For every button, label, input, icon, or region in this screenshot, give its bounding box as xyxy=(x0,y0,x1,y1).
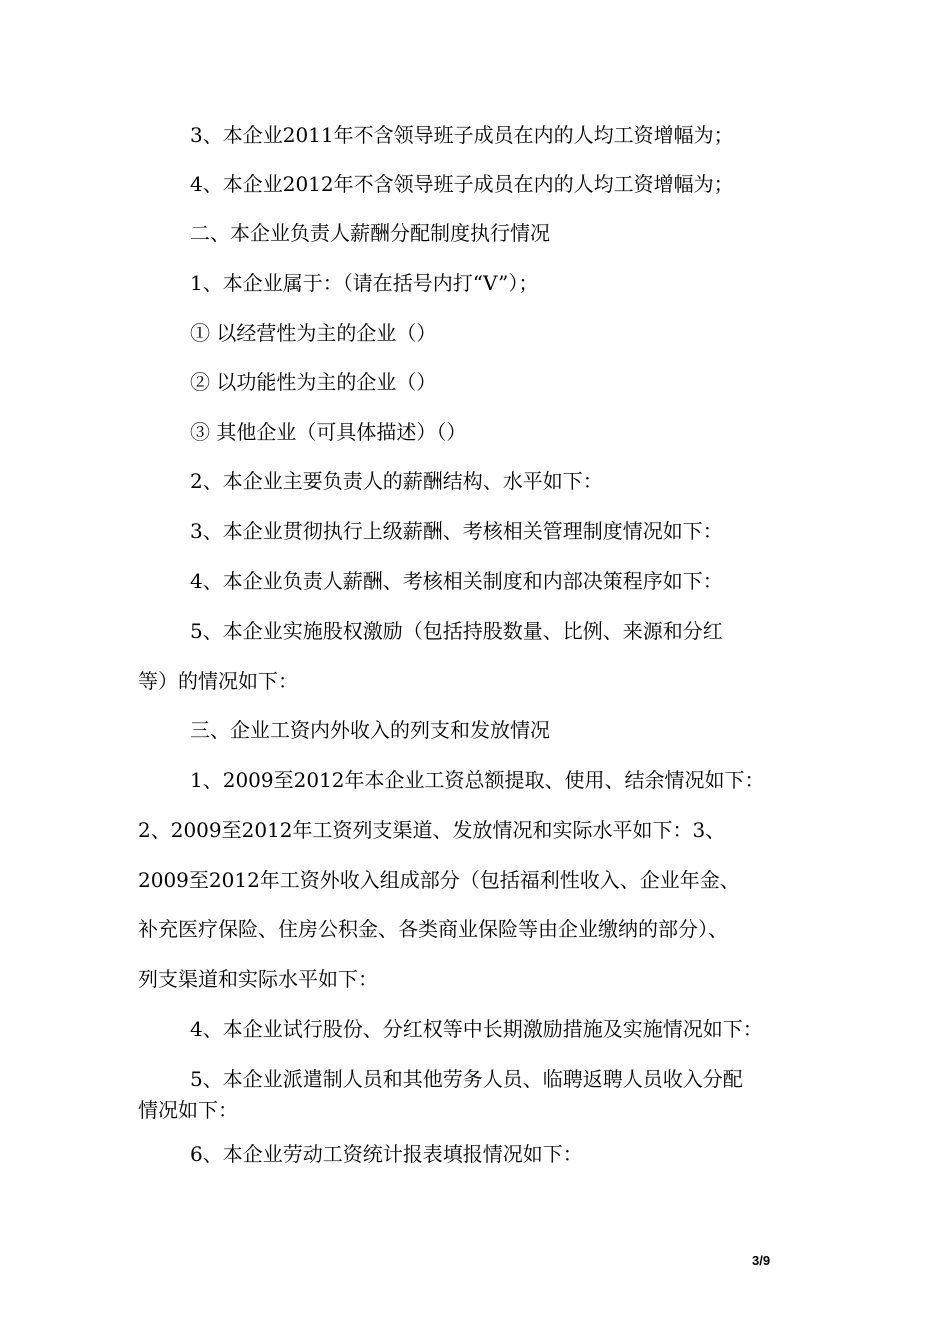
text-line: 4、本企业负责人薪酬、考核相关制度和内部决策程序如下： xyxy=(190,569,723,593)
text-line: 3、本企业2011年不含领导班子成员在内的人均工资增幅为； xyxy=(190,123,734,147)
text-line: 5、本企业实施股权激励（包括持股数量、比例、来源和分红 xyxy=(190,619,723,643)
text-line: 2、本企业主要负责人的薪酬结构、水平如下： xyxy=(190,469,603,493)
text-line: 补充医疗保险、住房公积金、各类商业保险等由企业缴纳的部分）、 xyxy=(138,917,728,941)
text-line: 3、本企业贯彻执行上级薪酬、考核相关管理制度情况如下： xyxy=(190,519,723,543)
page-number: 3/9 xyxy=(752,1253,771,1268)
text-line: 6、本企业劳动工资统计报表填报情况如下： xyxy=(190,1142,583,1166)
text-line: 1、2009至2012年本企业工资总额提取、使用、结余情况如下： xyxy=(190,768,765,792)
section-heading: 三、企业工资内外收入的列支和发放情况 xyxy=(190,718,550,742)
text-line: 2009至2012年工资外收入组成部分（包括福利性收入、企业年金、 xyxy=(138,868,740,892)
text-line: 4、本企业试行股份、分红权等中长期激励措施及实施情况如下： xyxy=(190,1017,763,1041)
text-line: 情况如下： xyxy=(138,1098,238,1122)
text-line: 5、本企业派遣制人员和其他劳务人员、临聘返聘人员收入分配 xyxy=(190,1067,743,1091)
text-line: 2、2009至2012年工资列支渠道、发放情况和实际水平如下：3、 xyxy=(138,818,726,842)
text-line: 1、本企业属于：（请在括号内打“V”）； xyxy=(190,271,539,295)
option-item: ③ 其他企业（可具体描述）（） xyxy=(190,420,467,444)
option-item: ② 以功能性为主的企业（） xyxy=(190,370,437,394)
text-line: 等）的情况如下： xyxy=(138,669,298,693)
section-heading: 二、本企业负责人薪酬分配制度执行情况 xyxy=(190,221,550,245)
text-line: 4、本企业2012年不含领导班子成员在内的人均工资增幅为； xyxy=(190,172,734,196)
option-item: ① 以经营性为主的企业（） xyxy=(190,321,437,345)
text-line: 列支渠道和实际水平如下： xyxy=(138,967,378,991)
